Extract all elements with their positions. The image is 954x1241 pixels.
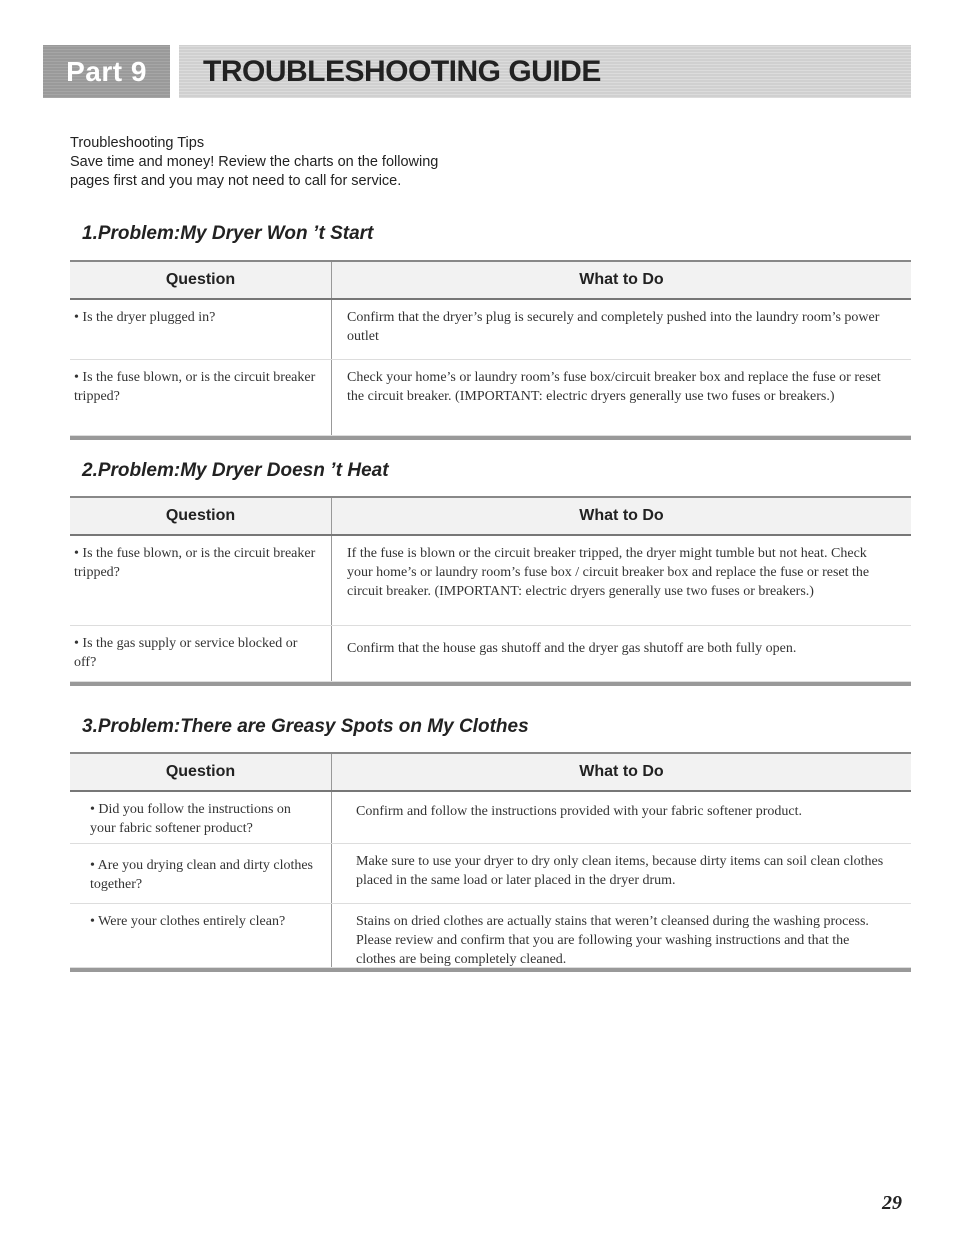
part-label: Part 9: [43, 45, 170, 98]
troubleshooting-tips: [70, 134, 530, 191]
problem-table-2: [70, 496, 911, 686]
section-title-1: 1.Problem:My Dryer Won ’t Start: [82, 223, 374, 244]
question-cell: • Did you follow the instructions on your fabric softener product?: [90, 802, 291, 836]
table-row: [70, 904, 911, 968]
answer-cell: Confirm that the house gas shutoff and the dryer gas shutoff are both fully open.: [331, 626, 911, 681]
column-header-question: Question: [165, 763, 236, 780]
table-row: [70, 360, 911, 436]
table-header: [70, 498, 911, 534]
question-cell: • Is the gas supply or service blocked or off?: [74, 636, 298, 670]
page-header: [43, 45, 911, 98]
question-cell: • Are you drying clean and dirty clothes together?: [90, 858, 314, 892]
column-header-what-to-do: What to Do: [331, 754, 911, 790]
answer-cell: Check your home’s or laundry room’s fuse box/circuit breaker box and replace the fuse or reset the circuit breaker. (IMPORTANT: electric dryers generally use two fuses or breakers.): [331, 360, 911, 435]
answer-cell: Make sure to use your dryer to dry only clean items, because dirty items can soil clean clothes placed in the same load or later placed in the dryer drum.: [331, 844, 911, 903]
tips-text-line-2: pages first and you may not need to call for service.: [70, 173, 402, 189]
column-header-what-to-do: What to Do: [331, 262, 911, 298]
question-cell: • Is the fuse blown, or is the circuit breaker tripped?: [74, 370, 316, 404]
section-title-2: 2.Problem:My Dryer Doesn ’t Heat: [82, 460, 389, 481]
table-row: [70, 626, 911, 682]
section-title-3: 3.Problem:There are Greasy Spots on My Clothes: [82, 716, 529, 737]
table-row: [70, 844, 911, 904]
table-row: [70, 300, 911, 360]
table-row: [70, 536, 911, 626]
page-title: TROUBLESHOOTING GUIDE: [179, 45, 911, 98]
tips-text-line-1: Save time and money! Review the charts on the following: [70, 154, 439, 170]
problem-table-3: [70, 752, 911, 972]
column-header-what-to-do: What to Do: [331, 498, 911, 534]
page-number: 29: [882, 1192, 902, 1214]
answer-cell: If the fuse is blown or the circuit breaker tripped, the dryer might tumble but not heat. Check your home’s or laundry room’s fuse box / circuit breaker box and replace the fuse or reset the circuit breaker. (IMPORTANT: electric dryers generally use two fuses or breakers.): [331, 536, 911, 625]
tips-heading: Troubleshooting Tips: [70, 135, 205, 151]
answer-cell: Stains on dried clothes are actually stains that weren’t cleansed during the washing process. Please review and confirm that you are following your washing instructions and that the clothes are being completely cleaned.: [331, 904, 911, 967]
column-header-question: Question: [165, 271, 236, 288]
problem-table-1: [70, 260, 911, 440]
table-header: [70, 754, 911, 790]
table-row: [70, 792, 911, 844]
question-cell: • Were your clothes entirely clean?: [90, 914, 286, 929]
table-header: [70, 262, 911, 298]
column-header-question: Question: [165, 507, 236, 524]
question-cell: • Is the fuse blown, or is the circuit breaker tripped?: [74, 546, 316, 580]
answer-cell: Confirm and follow the instructions provided with your fabric softener product.: [331, 792, 911, 843]
question-cell: • Is the dryer plugged in?: [74, 310, 216, 325]
answer-cell: Confirm that the dryer’s plug is securely and completely pushed into the laundry room’s power outlet: [331, 300, 911, 359]
